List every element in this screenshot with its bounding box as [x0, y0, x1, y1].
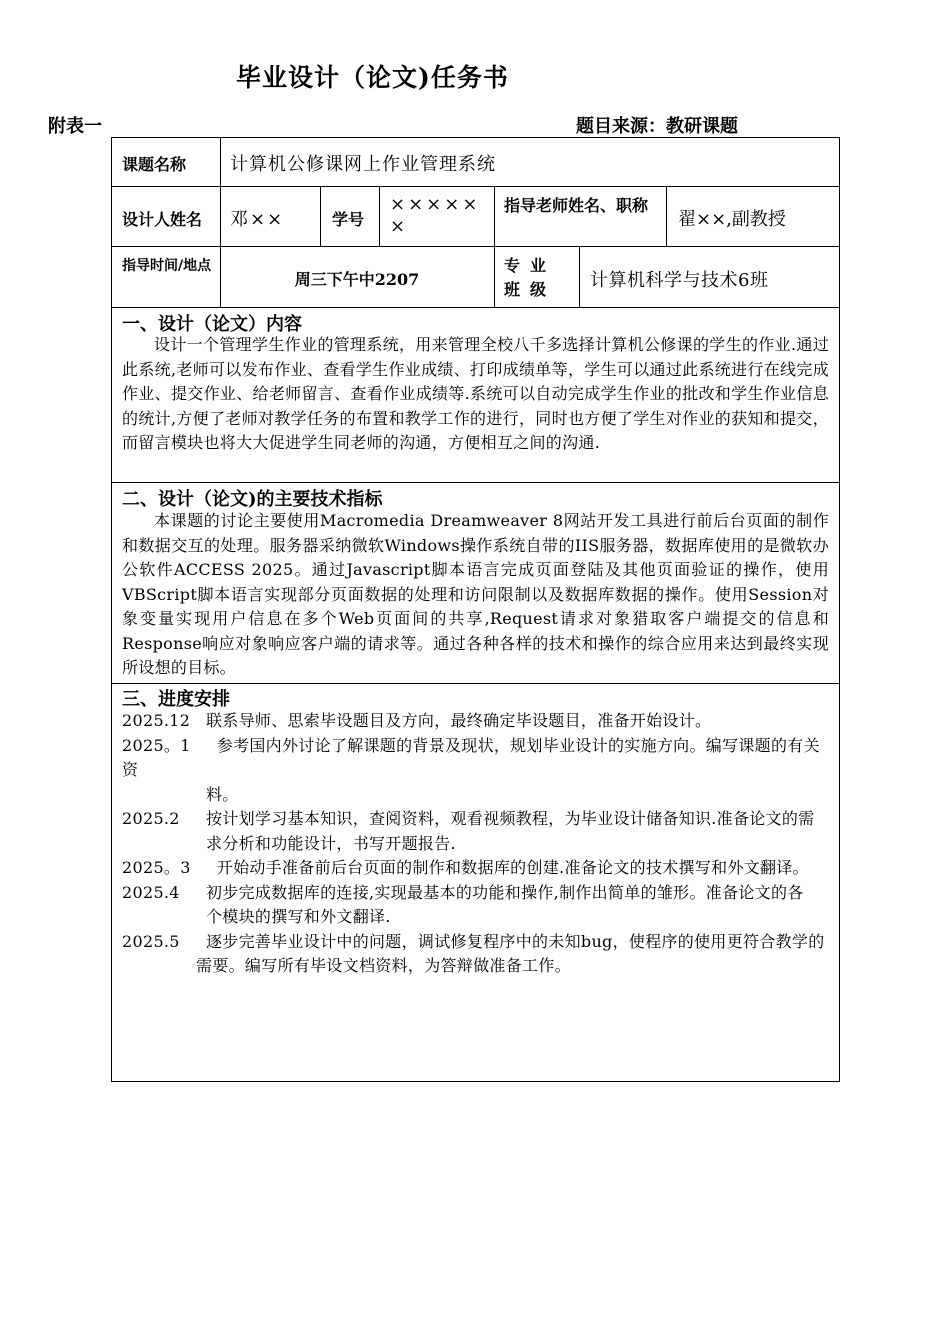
designer-value: 邓××	[230, 209, 285, 230]
time-place-label: 指导时间/地点	[122, 258, 212, 274]
schedule-text-cont: 料。	[206, 784, 239, 804]
tech-section-title: 二、设计（论文)的主要技术指标	[122, 489, 383, 510]
schedule-date: 2025。3	[122, 858, 191, 877]
topic-source: 题目来源：教研课题	[576, 116, 738, 137]
row-divider	[112, 683, 839, 684]
schedule-item	[122, 709, 831, 734]
schedule-date: 2025.4	[122, 882, 180, 902]
schedule-date: 2025.2	[122, 809, 180, 828]
topic-label: 课题名称	[122, 155, 187, 174]
schedule-text: 参考国内外讨论了解课题的背景及现状，规划毕业设计的实施方向。编写课题的有关资	[122, 735, 820, 779]
schedule-text-cont: 个模块的撰写和外文翻译.	[206, 907, 391, 926]
schedule-section-title: 三、进度安排	[122, 689, 230, 710]
schedule-date: 2025.12	[122, 711, 191, 730]
col-divider	[379, 186, 380, 246]
student-id-label: 学号	[332, 210, 365, 229]
tech-section-body: 本课题的讨论主要使用Macromedia Dreamweaver 8网站开发工具进行前后台页面的制作和数据交互的处理。服务器采纳微软Windows操作系统自带的IIS服务器，数据库使用的是微软办公软件ACCESS 2025。通过Javascript脚本语言完成页面登陆及其他页面验证的操作，使用VBScript脚本语言实现部分页面数据的处理和访问限制以及数据库数据的操作。使用Session对象变量实现用户信息在多个Web页面间的共享,Request请求对象猎取客户端提交的信息和Response响应对象响应客户端的请求等。通过各种各样的技术和操作的综合应用来达到最终实现所设想的目标。	[122, 511, 829, 677]
content-section-title: 一、设计（论文）内容	[122, 314, 302, 335]
topic-value: 计算机公修课网上作业管理系统	[230, 154, 496, 175]
schedule-text: 开始动手准备前后台页面的制作和数据库的创建.准备论文的技术撰写和外文翻译。	[206, 858, 809, 877]
schedule-text-cont: 需要。编写所有毕设文档资料，为答辩做准备工作。	[196, 956, 571, 975]
col-divider	[666, 186, 667, 246]
appendix-label: 附表一	[48, 116, 102, 137]
advisor-label: 指导老师姓名、职称	[504, 196, 649, 215]
schedule-item	[122, 734, 831, 808]
schedule-text: 逐步完善毕业设计中的问题，调试修复程序中的未知bug，使程序的使用更符合教学的	[206, 931, 825, 951]
schedule-date: 2025。1	[122, 735, 191, 755]
time-place-value: 周三下午中2207	[294, 270, 420, 289]
schedule-text: 联系导师、思索毕设题目及方向，最终确定毕设题目，准备开始设计。	[206, 711, 712, 730]
class-label: 专业班级	[504, 256, 557, 299]
schedule-text: 按计划学习基本知识，查阅资料，观看视频教程，为毕业设计储备知识.准备论文的需	[206, 809, 815, 828]
advisor-value: 翟××,副教授	[678, 209, 786, 230]
row-divider	[112, 307, 839, 308]
schedule-text: 初步完成数据库的连接,实现最基本的功能和操作,制作出简单的雏形。准备论文的各	[206, 882, 804, 902]
schedule-list	[122, 709, 831, 979]
designer-label: 设计人姓名	[122, 210, 203, 229]
schedule-item	[122, 881, 831, 930]
content-section-body: 设计一个管理学生作业的管理系统，用来管理全校八千多选择计算机公修课的学生的作业.通过此系统,老师可以发布作业、查看学生作业成绩、打印成绩单等，学生可以通过此系统进行在线完成作业、提交作业、给老师留言、查看作业成绩等.系统可以自动完成学生作业的批改和学生作业信息的统计,方便了老师对教学任务的布置和教学工作的进行，同时也方便了学生对作业的获知和提交，而留言模块也将大大促进学生同老师的沟通，方便相互之间的沟通.	[122, 335, 829, 452]
task-table	[111, 137, 840, 1082]
schedule-text-cont: 求分析和功能设计，书写开题报告.	[206, 833, 456, 853]
schedule-item	[122, 856, 831, 881]
student-id-value: ××××× ×	[390, 194, 481, 237]
class-value: 计算机科学与技术6班	[590, 270, 769, 291]
col-divider	[579, 246, 580, 307]
schedule-date: 2025.5	[122, 931, 180, 951]
row-divider	[112, 186, 839, 187]
row-divider	[112, 482, 839, 483]
schedule-item	[122, 930, 831, 979]
col-divider	[320, 186, 321, 246]
row-divider	[112, 246, 839, 247]
schedule-item	[122, 807, 831, 856]
col-divider	[494, 186, 495, 307]
page-title: 毕业设计（论文)任务书	[236, 63, 509, 92]
